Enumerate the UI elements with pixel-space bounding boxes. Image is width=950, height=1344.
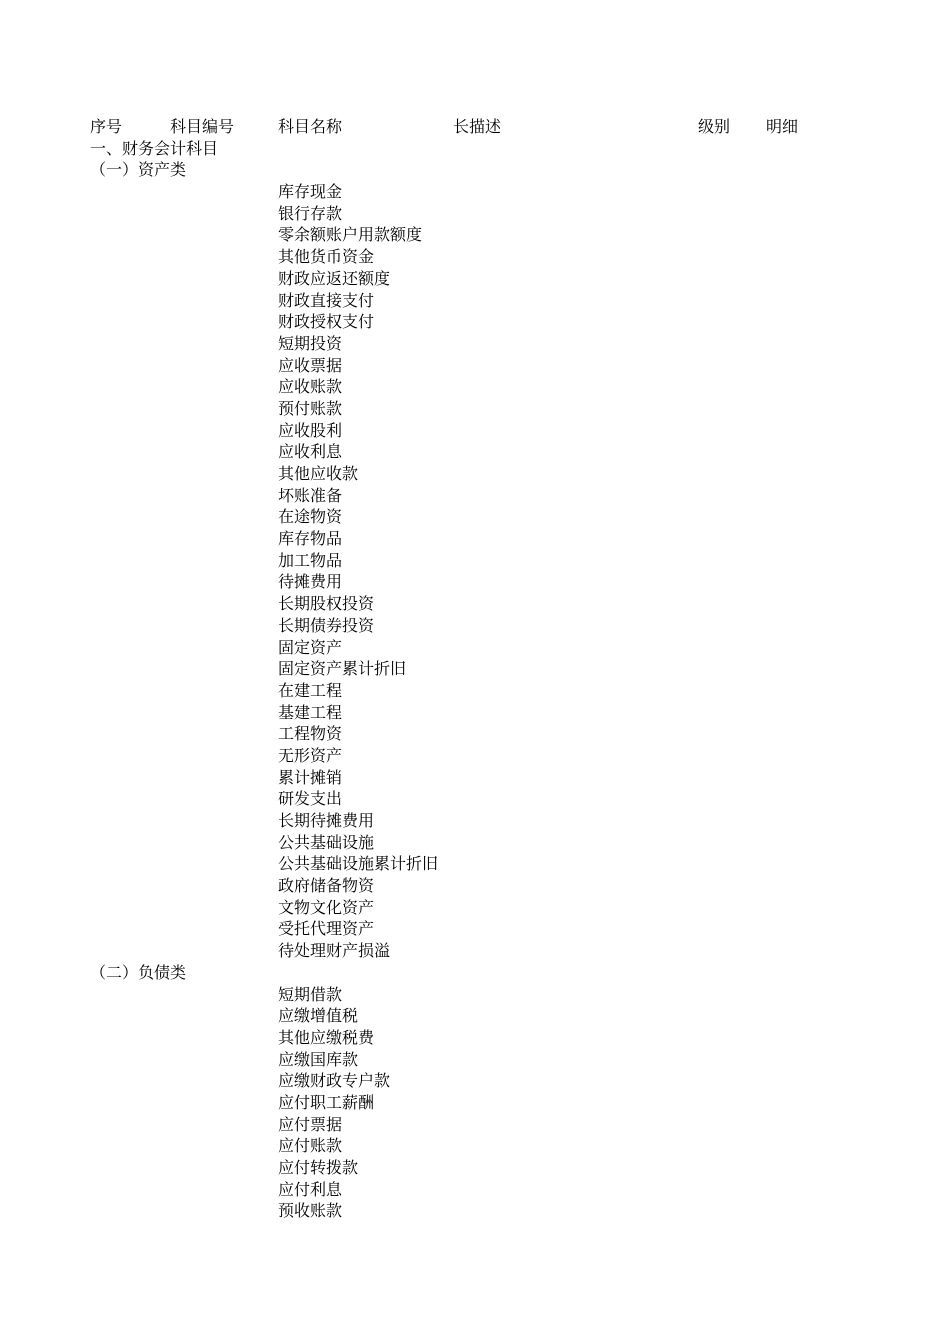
table-row xyxy=(0,788,950,810)
account-name: 待处理财产损溢 xyxy=(278,941,391,961)
table-row xyxy=(0,1179,950,1201)
liabilities-list xyxy=(0,984,950,1223)
table-row xyxy=(0,593,950,615)
header-level: 级别 xyxy=(698,117,731,136)
account-name: 财政直接支付 xyxy=(278,290,375,310)
account-name: 加工物品 xyxy=(278,550,343,570)
account-name: 待摊费用 xyxy=(278,572,343,592)
account-name: 应缴财政专户款 xyxy=(278,1071,391,1091)
table-row xyxy=(0,420,950,442)
table-row xyxy=(0,853,950,875)
table-row xyxy=(0,550,950,572)
table-row xyxy=(0,984,950,1006)
table-row xyxy=(0,376,950,398)
account-name: 应收股利 xyxy=(278,420,343,440)
account-name: 应付账款 xyxy=(278,1136,343,1156)
accounts-sheet xyxy=(0,116,950,1222)
account-name: 固定资产累计折旧 xyxy=(278,659,407,679)
account-name: 应收利息 xyxy=(278,442,343,462)
account-name: 短期投资 xyxy=(278,333,343,353)
header-desc: 长描述 xyxy=(453,117,502,136)
table-row xyxy=(0,506,950,528)
account-name: 应付职工薪酬 xyxy=(278,1092,375,1112)
subsection-row-liabilities xyxy=(0,962,950,984)
account-name: 应付转拨款 xyxy=(278,1158,359,1177)
account-name: 固定资产 xyxy=(278,637,343,657)
table-row xyxy=(0,918,950,940)
account-name: 应付票据 xyxy=(278,1114,343,1134)
account-name: 公共基础设施累计折旧 xyxy=(278,854,439,874)
section-title: 一、财务会计科目 xyxy=(90,138,219,158)
table-row xyxy=(0,702,950,724)
table-row xyxy=(0,1200,950,1222)
table-row xyxy=(0,897,950,919)
table-row xyxy=(0,832,950,854)
account-name: 库存物品 xyxy=(278,529,343,549)
table-row xyxy=(0,1005,950,1027)
account-name: 财政授权支付 xyxy=(278,312,375,332)
table-row xyxy=(0,1157,950,1179)
account-name: 公共基础设施 xyxy=(278,832,375,852)
account-name: 应收票据 xyxy=(278,355,343,375)
table-row xyxy=(0,571,950,593)
header-row xyxy=(0,116,950,138)
table-row xyxy=(0,463,950,485)
subsection-row-assets xyxy=(0,159,950,181)
account-name: 其他应缴税费 xyxy=(278,1027,375,1047)
account-name: 库存现金 xyxy=(278,182,343,202)
table-row xyxy=(0,875,950,897)
account-name: 其他货币资金 xyxy=(278,247,375,267)
account-name: 无形资产 xyxy=(278,745,343,765)
subsection-title-assets: （一）资产类 xyxy=(90,160,187,180)
table-row xyxy=(0,441,950,463)
account-name: 银行存款 xyxy=(278,203,343,223)
table-row xyxy=(0,1070,950,1092)
account-name: 政府储备物资 xyxy=(278,876,375,896)
header-code: 科目编号 xyxy=(170,117,235,136)
table-row xyxy=(0,355,950,377)
assets-list xyxy=(0,181,950,962)
account-name: 应缴国库款 xyxy=(278,1049,359,1069)
header-seq: 序号 xyxy=(90,117,123,136)
account-name: 在途物资 xyxy=(278,507,343,527)
table-row xyxy=(0,203,950,225)
table-row xyxy=(0,723,950,745)
table-row xyxy=(0,485,950,507)
account-name: 在建工程 xyxy=(278,680,343,700)
account-name: 其他应收款 xyxy=(278,464,359,483)
table-row xyxy=(0,1114,950,1136)
table-row xyxy=(0,333,950,355)
account-name: 预付账款 xyxy=(278,398,343,418)
table-row xyxy=(0,181,950,203)
table-row xyxy=(0,1135,950,1157)
account-name: 短期借款 xyxy=(278,984,343,1004)
section-row xyxy=(0,138,950,160)
account-name: 零余额账户用款额度 xyxy=(278,225,423,245)
table-row xyxy=(0,290,950,312)
table-row xyxy=(0,615,950,637)
account-name: 应缴增值税 xyxy=(278,1006,359,1026)
account-name: 财政应返还额度 xyxy=(278,268,391,288)
account-name: 应收账款 xyxy=(278,377,343,397)
table-row xyxy=(0,940,950,962)
table-row xyxy=(0,311,950,333)
table-row xyxy=(0,224,950,246)
account-name: 累计摊销 xyxy=(278,767,343,787)
table-row xyxy=(0,810,950,832)
account-name: 受托代理资产 xyxy=(278,919,375,939)
account-name: 长期债券投资 xyxy=(278,615,375,635)
table-row xyxy=(0,398,950,420)
table-row xyxy=(0,1049,950,1071)
table-row xyxy=(0,767,950,789)
table-row xyxy=(0,528,950,550)
table-row xyxy=(0,268,950,290)
table-row xyxy=(0,1027,950,1049)
account-name: 研发支出 xyxy=(278,789,343,809)
table-row xyxy=(0,745,950,767)
table-row xyxy=(0,658,950,680)
table-row xyxy=(0,246,950,268)
account-name: 应付利息 xyxy=(278,1179,343,1199)
header-detail: 明细 xyxy=(766,117,799,136)
account-name: 文物文化资产 xyxy=(278,897,375,917)
table-row xyxy=(0,637,950,659)
table-row xyxy=(0,1092,950,1114)
account-name: 基建工程 xyxy=(278,702,343,722)
account-name: 工程物资 xyxy=(278,724,343,744)
account-name: 预收账款 xyxy=(278,1201,343,1221)
subsection-title-liabilities: （二）负债类 xyxy=(90,962,187,982)
account-name: 长期待摊费用 xyxy=(278,811,375,830)
account-name: 坏账准备 xyxy=(278,485,343,505)
table-row xyxy=(0,680,950,702)
account-name: 长期股权投资 xyxy=(278,594,375,614)
header-name: 科目名称 xyxy=(278,117,343,136)
